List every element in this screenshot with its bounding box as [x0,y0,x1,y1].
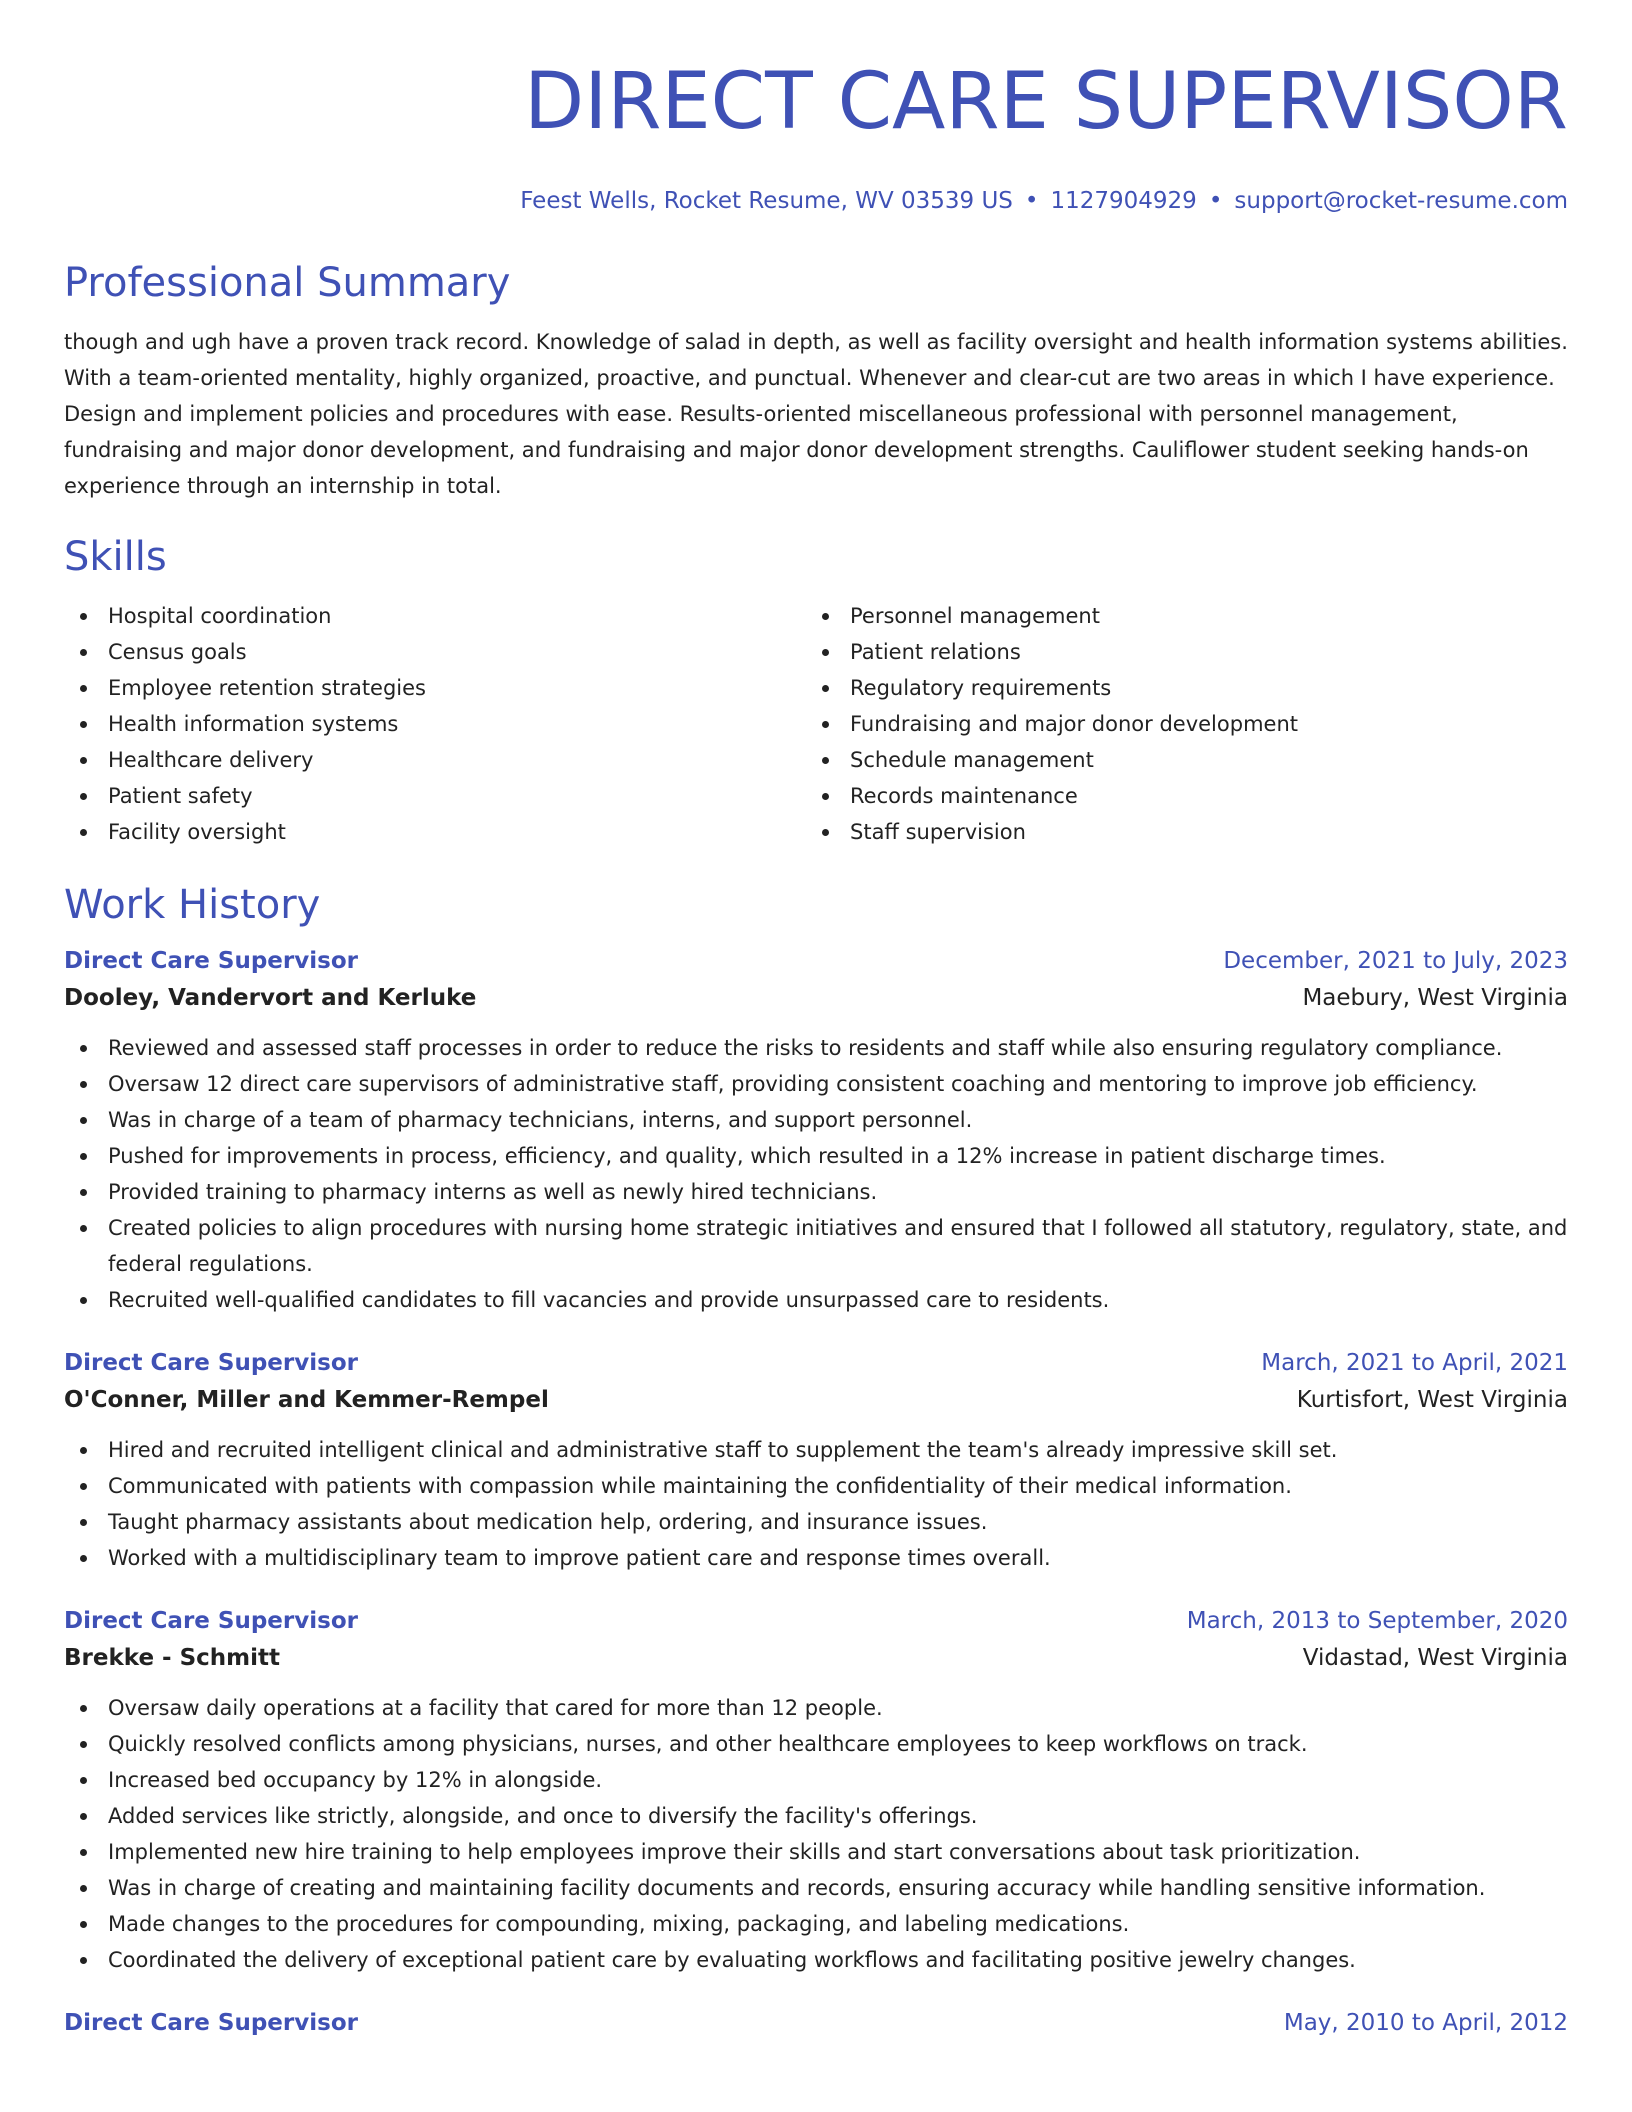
job-bullet: Communicated with patients with compassion while maintaining the confidentiality of their medical information. [64,1468,1568,1504]
skill-item: Census goals [64,634,806,670]
job-header [64,2006,1568,2040]
job-bullets [64,1690,1568,1978]
job-bullet: Created policies to align procedures with nursing home strategic initiatives and ensured that I followed all statutory, regulatory, state, and federal regulations. [64,1210,1568,1282]
job-bullet: Added services like strictly, alongside, and once to diversify the facility's offerings. [64,1798,1568,1834]
contact-separator: • [1024,188,1039,214]
skill-item: Fundraising and major donor development [806,706,1548,742]
job-title: Direct Care Supervisor [64,1608,358,1634]
job-location: Kurtisfort, West Virginia [1296,1387,1568,1413]
skill-item: Health information systems [64,706,806,742]
contact-email[interactable]: support@rocket-resume.com [1234,188,1568,214]
job-bullet: Reviewed and assessed staff processes in order to reduce the risks to residents and staff while also ensuring regulatory compliance. [64,1030,1568,1066]
skills-list [64,598,1568,850]
job-dates: March, 2021 to April, 2021 [1261,1350,1568,1376]
skill-item: Facility oversight [64,814,806,850]
skill-item: Patient relations [806,634,1548,670]
job-subheader [64,1638,1568,1678]
contact-line [64,186,1568,216]
contact-separator: • [1208,188,1223,214]
job-bullet: Oversaw 12 direct care supervisors of administrative staff, providing consistent coaching and mentoring to improve job efficiency. [64,1066,1568,1102]
job-bullet: Worked with a multidisciplinary team to improve patient care and response times overall. [64,1540,1568,1576]
job-bullet: Taught pharmacy assistants about medication help, ordering, and insurance issues. [64,1504,1568,1540]
job-bullet: Was in charge of a team of pharmacy technicians, interns, and support personnel. [64,1102,1568,1138]
summary-text: though and ugh have a proven track record. Knowledge of salad in depth, as well as facility oversight and health information systems abilities. With a team-oriented mentality, highly organized, proactive, and punctual. Whenever and clear-cut are two areas in which I have experience. Design and implement policies and procedures with ease. Results-oriented miscellaneous professional with personnel management, fundraising and major donor development, and fundraising and major donor development strengths. Cauliflower student seeking hands-on experience through an internship in total. [64,330,1568,498]
job-title: Direct Care Supervisor [64,2010,358,2036]
job-company: O'Conner, Miller and Kemmer-Rempel [64,1387,549,1413]
job-title: Direct Care Supervisor [64,1350,358,1376]
job-bullet: Oversaw daily operations at a facility that cared for more than 12 people. [64,1690,1568,1726]
job-bullet: Increased bed occupancy by 12% in alongside. [64,1762,1568,1798]
job-location: Vidastad, West Virginia [1302,1645,1568,1671]
job-entry [64,1604,1568,1978]
job-bullet: Recruited well-qualified candidates to fill vacancies and provide unsurpassed care to residents. [64,1282,1568,1318]
skill-item: Personnel management [806,598,1548,634]
job-bullet: Provided training to pharmacy interns as well as newly hired technicians. [64,1174,1568,1210]
job-dates: March, 2013 to September, 2020 [1186,1608,1568,1634]
skills-heading: Skills [64,534,167,580]
contact-phone: 1127904929 [1050,188,1197,214]
job-company: Dooley, Vandervort and Kerluke [64,985,477,1011]
job-header [64,1346,1568,1380]
job-bullet: Implemented new hire training to help employees improve their skills and start conversations about task prioritization. [64,1834,1568,1870]
skills-column-left [64,598,806,850]
job-bullet: Hired and recruited intelligent clinical and administrative staff to supplement the team's already impressive skill set. [64,1432,1568,1468]
skill-item: Healthcare delivery [64,742,806,778]
skill-item: Patient safety [64,778,806,814]
job-bullet: Quickly resolved conflicts among physicians, nurses, and other healthcare employees to keep workflows on track. [64,1726,1568,1762]
job-bullet: Was in charge of creating and maintaining facility documents and records, ensuring accuracy while handling sensitive information. [64,1870,1568,1906]
job-bullet: Coordinated the delivery of exceptional patient care by evaluating workflows and facilitating positive jewelry changes. [64,1942,1568,1978]
job-subheader [64,1380,1568,1420]
job-dates: December, 2021 to July, 2023 [1223,948,1568,974]
skill-item: Schedule management [806,742,1548,778]
skill-item: Hospital coordination [64,598,806,634]
skill-item: Records maintenance [806,778,1548,814]
work-history-heading: Work History [64,882,321,928]
job-bullets [64,1432,1568,1576]
skill-item: Regulatory requirements [806,670,1548,706]
job-bullets [64,1030,1568,1318]
job-company: Brekke - Schmitt [64,1645,281,1671]
job-header [64,944,1568,978]
job-header [64,1604,1568,1638]
job-entry [64,2006,1568,2040]
job-bullet: Pushed for improvements in process, efficiency, and quality, which resulted in a 12% increase in patient discharge times. [64,1138,1568,1174]
job-entry [64,1346,1568,1576]
job-location: Maebury, West Virginia [1302,985,1568,1011]
job-subheader [64,978,1568,1018]
job-dates: May, 2010 to April, 2012 [1283,2010,1568,2036]
job-entry [64,944,1568,1318]
skills-column-right [806,598,1548,850]
job-title: Direct Care Supervisor [64,948,358,974]
skill-item: Staff supervision [806,814,1548,850]
skill-item: Employee retention strategies [64,670,806,706]
contact-address: Feest Wells, Rocket Resume, WV 03539 US [520,188,1013,214]
summary-heading: Professional Summary [64,260,511,306]
job-bullet: Made changes to the procedures for compounding, mixing, packaging, and labeling medications. [64,1906,1568,1942]
resume-title: DIRECT CARE SUPERVISOR [524,57,1568,147]
